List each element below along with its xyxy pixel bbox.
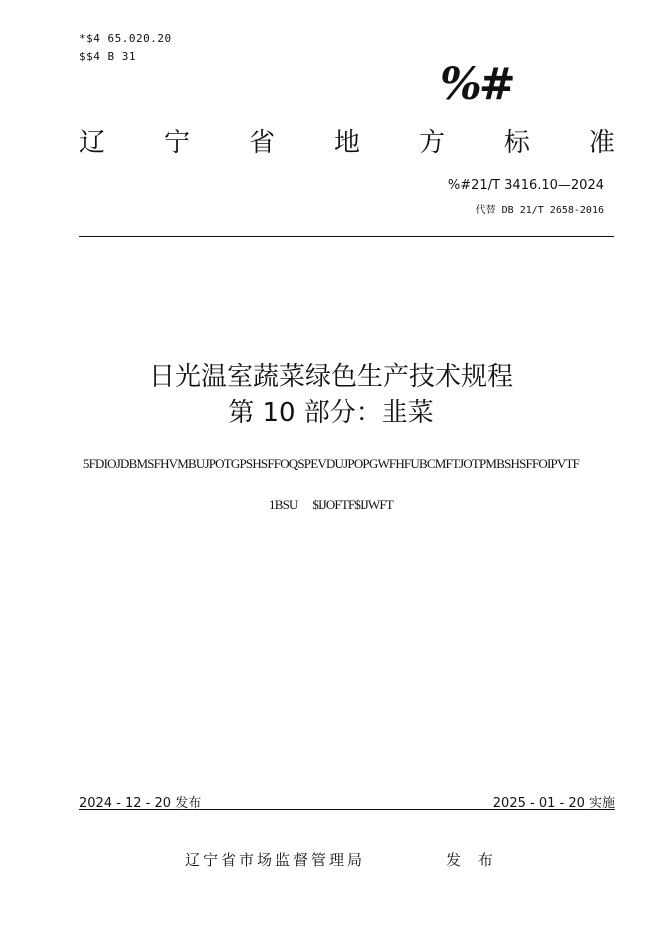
db-logo: %#	[440, 59, 513, 110]
standard-level-char: 准	[588, 128, 615, 158]
issue-date: 2024 - 12 - 20 发布	[79, 796, 202, 811]
english-title: 5FDIOJDBMSFHVMBUJPOTGPSHSFFOQSPEVDUJPOPGWFHFUBCMFTJOTPMBSHSFFOIPVTF	[82, 456, 580, 471]
implementation-date: 2025 - 01 - 20 实施	[492, 796, 615, 811]
english-part-title: 1BSU $IJOFTF$IJWFT	[269, 497, 393, 512]
standard-number: %#21/T 3416.10—2024	[447, 178, 604, 193]
standard-level-char: 地	[333, 128, 360, 158]
publish-label: 发 布	[446, 851, 499, 869]
standard-level-char: 宁	[163, 128, 190, 158]
top-divider	[79, 236, 614, 237]
replaces-standard: 代替 DB 21/T 2658-2016	[475, 205, 604, 216]
document-subtitle: 第 10 部分：韭菜	[228, 398, 434, 428]
standard-level-char: 省	[248, 128, 275, 158]
publisher-name: 辽宁省市场监督管理局	[185, 851, 366, 869]
standard-level-char: 辽	[79, 128, 106, 158]
document-title: 日光温室蔬菜绿色生产技术规程	[148, 362, 513, 392]
bottom-divider	[79, 809, 615, 810]
standard-level-char: 标	[503, 128, 530, 158]
standard-level-heading	[79, 126, 615, 160]
ics-code: *$4 65.020.20	[79, 32, 172, 45]
ccs-code: $$4 B 31	[79, 50, 136, 63]
standard-level-char: 方	[418, 128, 445, 158]
